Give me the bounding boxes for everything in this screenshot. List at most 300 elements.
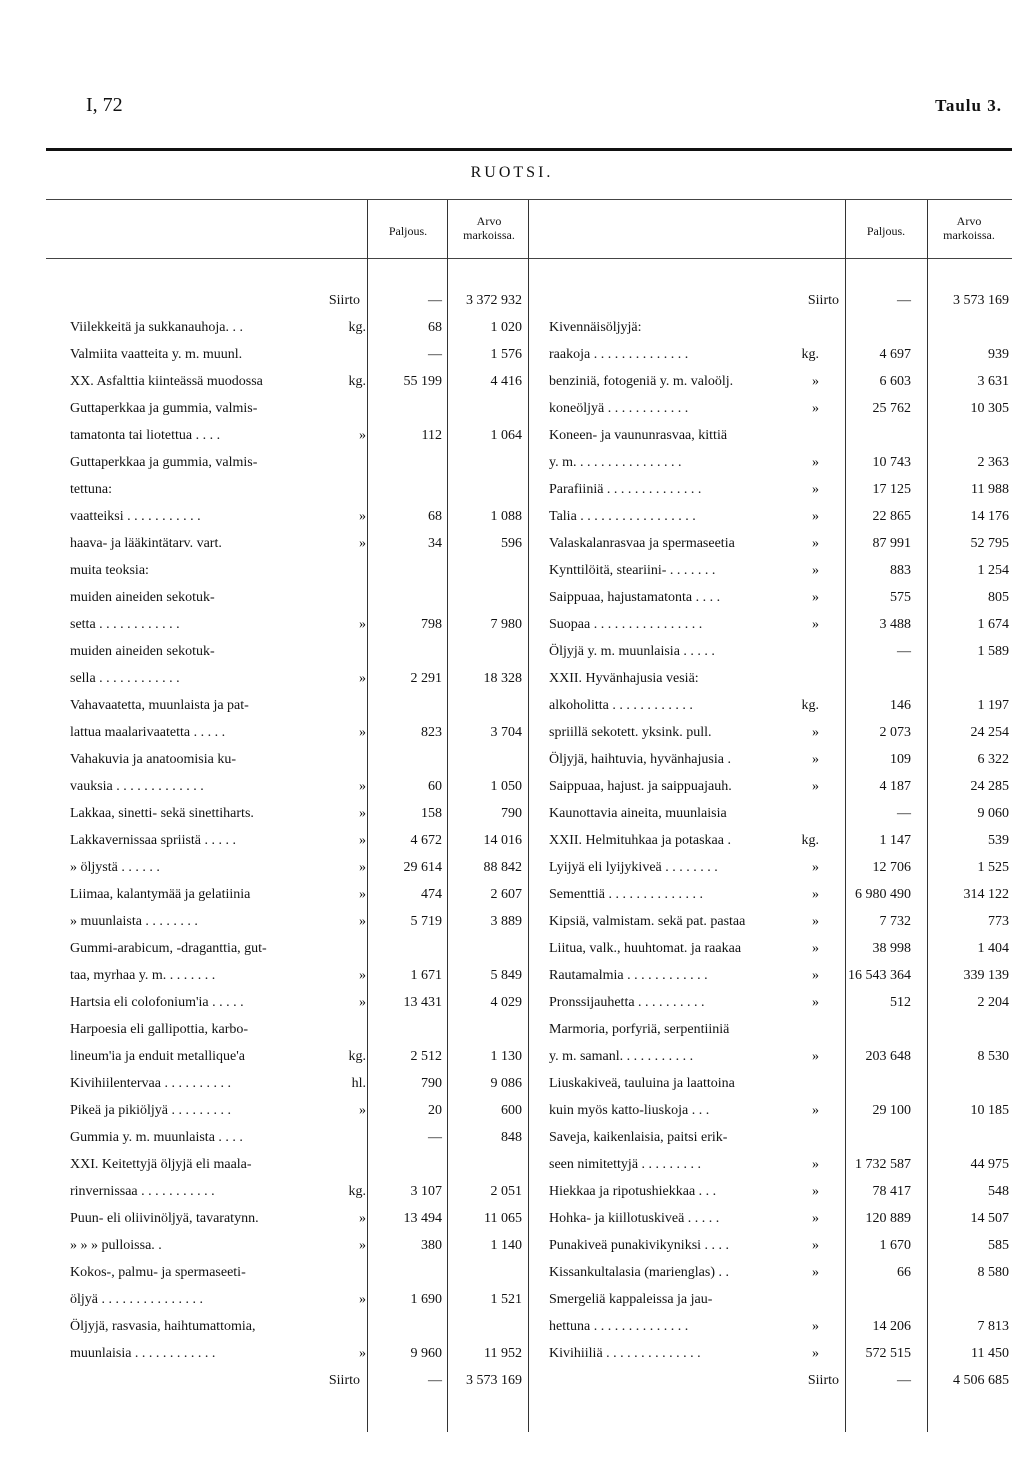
row-label: Kipsiä, valmistam. sekä pat. pastaa [549, 914, 746, 929]
row-value: 9 060 [977, 806, 1009, 821]
row-unit: kg. [348, 374, 366, 389]
row-label: Guttaperkkaa ja gummia, valmis- [70, 401, 258, 416]
right-table-row [549, 584, 1011, 611]
left-table-row [70, 719, 522, 746]
left-table-row [70, 1070, 522, 1097]
row-unit: » [359, 1238, 366, 1253]
right-table-row [549, 692, 1011, 719]
row-value: 3 889 [490, 914, 522, 929]
left-table-row [70, 1313, 522, 1340]
country-title: RUOTSI. [470, 164, 554, 181]
row-value: 3 573 169 [466, 1373, 522, 1388]
right-table-row [549, 989, 1011, 1016]
row-label: Marmoria, porfyriä, serpentiiniä [549, 1022, 730, 1037]
row-unit: » [359, 671, 366, 686]
left-table-row [70, 584, 522, 611]
row-unit: » [812, 509, 819, 524]
row-label: Öljyjä, haihtuvia, hyvänhajusia . [549, 752, 731, 767]
row-label: Liitua, valk., huuhtomat. ja raakaa [549, 941, 742, 956]
row-label: XXII. Helmituhkaa ja potaskaa . [549, 833, 731, 848]
row-label: » öljystä . . . . . . [70, 860, 160, 875]
row-value: 4 416 [490, 374, 522, 389]
left-table-row [70, 557, 522, 584]
row-value: 2 607 [490, 887, 522, 902]
row-quantity: 474 [421, 887, 442, 902]
left-table-row [70, 989, 522, 1016]
right-table-row [549, 1124, 1011, 1151]
row-quantity: 29 100 [872, 1103, 911, 1118]
row-quantity: 146 [890, 698, 911, 713]
row-label: taa, myrhaa y. m. . . . . . . . [70, 968, 216, 983]
row-quantity: 203 648 [865, 1049, 911, 1064]
row-label: y. m. . . . . . . . . . . . . . . . [549, 455, 682, 470]
page-header [86, 94, 1002, 124]
row-unit: hl. [351, 1076, 366, 1091]
top-rule [46, 148, 1012, 151]
row-unit: » [812, 860, 819, 875]
row-unit: » [812, 752, 819, 767]
left-table-row [70, 827, 522, 854]
row-unit: kg. [348, 320, 366, 335]
right-table-row [549, 908, 1011, 935]
row-label: Gummi-arabicum, -draganttia, gut- [70, 941, 267, 956]
row-quantity: 6 603 [879, 374, 911, 389]
row-quantity: 1 670 [879, 1238, 911, 1253]
left-table-row [70, 314, 522, 341]
row-label: muiden aineiden sekotuk- [70, 644, 215, 659]
row-value: 1 064 [490, 428, 522, 443]
row-label: Harpoesia eli gallipottia, karbo- [70, 1022, 249, 1037]
row-label: öljyä . . . . . . . . . . . . . . . [70, 1292, 203, 1307]
row-unit: » [812, 455, 819, 470]
row-quantity: 4 697 [879, 347, 911, 362]
row-value: 3 631 [977, 374, 1009, 389]
left-quantity-header: Paljous. [388, 224, 428, 238]
left-table-row [70, 611, 522, 638]
row-unit: » [359, 995, 366, 1010]
row-label: sella . . . . . . . . . . . . [70, 671, 180, 686]
row-quantity: — [897, 293, 911, 308]
row-label: Kissankultalasia (marienglas) . . [549, 1265, 730, 1280]
right-table-row [549, 530, 1011, 557]
row-unit: » [359, 509, 366, 524]
row-value: 2 363 [977, 455, 1009, 470]
row-label: Kivennäisöljyjä: [549, 320, 642, 335]
row-label: Valmiita vaatteita y. m. muunl. [70, 347, 243, 362]
row-quantity: 25 762 [872, 401, 911, 416]
right-table-row [549, 1259, 1011, 1286]
left-table-row [70, 530, 522, 557]
row-label: muunlaisia . . . . . . . . . . . . [70, 1346, 216, 1361]
row-label: lattua maalarivaatetta . . . . . [70, 725, 226, 740]
row-quantity: — [897, 644, 911, 659]
left-table-row [70, 1043, 522, 1070]
row-label: lineum'ia ja enduit metallique'a [70, 1049, 245, 1064]
row-value: 1 130 [490, 1049, 522, 1064]
right-carry-out-row [549, 1367, 1011, 1394]
row-label: Hiekkaa ja ripotushiekkaa . . . [549, 1184, 717, 1199]
row-quantity: 7 732 [879, 914, 911, 929]
row-value: 8 530 [977, 1049, 1009, 1064]
left-table-row [70, 1286, 522, 1313]
row-quantity: 120 889 [865, 1211, 911, 1226]
left-table-row [70, 476, 522, 503]
row-unit: » [359, 725, 366, 740]
row-label: Pikeä ja pikiöljyä . . . . . . . . . [70, 1103, 231, 1118]
row-label: spriillä sekotett. yksink. pull. [549, 725, 712, 740]
row-quantity: 109 [890, 752, 911, 767]
row-label: Siirto [807, 1373, 839, 1388]
row-unit: kg. [348, 1049, 366, 1064]
right-table-row [549, 638, 1011, 665]
right-value-header-line2: markoissa. [943, 228, 995, 242]
right-carry-in-row [549, 287, 1011, 314]
row-label: Pronssijauhetta . . . . . . . . . . [549, 995, 705, 1010]
right-table-row [549, 341, 1011, 368]
row-unit: » [812, 1265, 819, 1280]
row-quantity: 112 [421, 428, 442, 443]
left-table-row [70, 422, 522, 449]
row-quantity: — [428, 293, 442, 308]
row-label: Öljyjä y. m. muunlaisia . . . . . [549, 644, 715, 659]
row-unit: » [812, 1238, 819, 1253]
page-number: I, 72 [86, 94, 123, 116]
row-label: Smergeliä kappaleissa ja jau- [549, 1292, 713, 1307]
left-table-row [70, 1124, 522, 1151]
row-unit: » [359, 833, 366, 848]
row-label: Parafiiniä . . . . . . . . . . . . . . [549, 482, 702, 497]
row-unit: » [812, 1319, 819, 1334]
row-label: Öljyjä, rasvasia, haihtumattomia, [70, 1319, 256, 1334]
row-value: 6 322 [977, 752, 1009, 767]
row-value: 314 122 [963, 887, 1009, 902]
row-unit: » [359, 806, 366, 821]
left-table-row [70, 449, 522, 476]
row-value: 9 086 [490, 1076, 522, 1091]
row-quantity: 12 706 [872, 860, 911, 875]
row-unit: kg. [348, 1184, 366, 1199]
row-label: Talia . . . . . . . . . . . . . . . . . [549, 509, 696, 524]
row-quantity: 2 073 [879, 725, 911, 740]
left-table-row [70, 1340, 522, 1367]
right-value-header [928, 214, 1010, 242]
left-table-row [70, 800, 522, 827]
row-label: muita teoksia: [70, 563, 149, 578]
row-label: haava- ja lääkintätarv. vart. [70, 536, 222, 551]
row-label: alkoholitta . . . . . . . . . . . . [549, 698, 693, 713]
row-unit: » [359, 536, 366, 551]
row-value: 1 020 [490, 320, 522, 335]
row-unit: » [812, 536, 819, 551]
row-label: Koneen- ja vaununrasvaa, kittiä [549, 428, 728, 443]
row-unit: » [359, 1103, 366, 1118]
right-table-row [549, 395, 1011, 422]
row-quantity: 883 [890, 563, 911, 578]
row-unit: » [812, 968, 819, 983]
row-quantity: — [897, 1373, 911, 1388]
left-table-row [70, 746, 522, 773]
row-label: Viilekkeitä ja sukkanauhoja. . . [70, 320, 243, 335]
left-carry-in-row [70, 287, 522, 314]
row-label: hettuna . . . . . . . . . . . . . . [549, 1319, 689, 1334]
row-label: XX. Asfalttia kiinteässä muodossa [70, 374, 263, 389]
row-value: 539 [988, 833, 1009, 848]
row-label: Siirto [807, 293, 839, 308]
row-label: muiden aineiden sekotuk- [70, 590, 215, 605]
left-table-row [70, 638, 522, 665]
row-value: 548 [988, 1184, 1009, 1199]
left-table-row [70, 1178, 522, 1205]
row-label: XXII. Hyvänhajusia vesiä: [549, 671, 699, 686]
row-unit: » [812, 1157, 819, 1172]
right-table-row [549, 449, 1011, 476]
right-table-row [549, 935, 1011, 962]
right-table-row [549, 314, 1011, 341]
row-quantity: 380 [421, 1238, 442, 1253]
right-table-row [549, 1070, 1011, 1097]
row-quantity: 6 980 490 [855, 887, 911, 902]
header-top-rule [46, 199, 1012, 200]
row-label: Kivihiilentervaa . . . . . . . . . . [70, 1076, 231, 1091]
row-label: Punakiveä punakivikyniksi . . . . [549, 1238, 730, 1253]
row-value: 805 [988, 590, 1009, 605]
row-label: seen nimitettyjä . . . . . . . . . [549, 1157, 702, 1172]
row-value: 11 450 [971, 1346, 1009, 1361]
right-table-row [549, 800, 1011, 827]
right-table-row [549, 1178, 1011, 1205]
row-unit: » [359, 779, 366, 794]
row-label: Rautamalmia . . . . . . . . . . . . [549, 968, 708, 983]
row-label: vaatteiksi . . . . . . . . . . . [70, 509, 201, 524]
row-unit: » [359, 428, 366, 443]
row-value: 10 305 [970, 401, 1009, 416]
row-value: 5 849 [490, 968, 522, 983]
row-value: 14 176 [970, 509, 1009, 524]
row-value: 4 506 685 [953, 1373, 1009, 1388]
right-table-row [549, 503, 1011, 530]
right-table-row [549, 962, 1011, 989]
right-table-row [549, 611, 1011, 638]
row-value: 3 704 [490, 725, 522, 740]
row-quantity: — [428, 1130, 442, 1145]
row-unit: » [812, 1211, 819, 1226]
right-table-row [549, 476, 1011, 503]
row-unit: » [812, 617, 819, 632]
row-unit: » [359, 914, 366, 929]
row-value: 24 285 [970, 779, 1009, 794]
right-table-row [549, 854, 1011, 881]
left-table-row [70, 692, 522, 719]
row-value: 1 521 [490, 1292, 522, 1307]
row-unit: » [812, 914, 819, 929]
row-unit: » [812, 725, 819, 740]
row-label: Lyijyä eli lyijykiveä . . . . . . . . [549, 860, 718, 875]
row-value: 4 029 [490, 995, 522, 1010]
row-unit: » [359, 1211, 366, 1226]
row-quantity: 572 515 [865, 1346, 911, 1361]
row-quantity: 1 690 [410, 1292, 442, 1307]
row-value: 14 016 [483, 833, 522, 848]
row-value: 11 952 [484, 1346, 522, 1361]
row-value: 2 204 [977, 995, 1009, 1010]
row-value: 596 [501, 536, 522, 551]
row-value: 1 088 [490, 509, 522, 524]
row-unit: » [812, 1184, 819, 1199]
right-table-row [549, 773, 1011, 800]
left-table-row [70, 962, 522, 989]
row-label: koneöljyä . . . . . . . . . . . . [549, 401, 689, 416]
row-label: y. m. samanl. . . . . . . . . . . [549, 1049, 694, 1064]
row-quantity: 1 671 [410, 968, 442, 983]
row-value: 14 507 [970, 1211, 1009, 1226]
row-label: rinvernissaa . . . . . . . . . . . [70, 1184, 215, 1199]
row-label: Siirto [328, 1373, 360, 1388]
row-label: Gummia y. m. muunlaista . . . . [70, 1130, 243, 1145]
row-quantity: 68 [428, 320, 442, 335]
row-value: 1 404 [977, 941, 1009, 956]
row-quantity: 158 [421, 806, 442, 821]
row-value: 3 372 932 [466, 293, 522, 308]
right-table-row [549, 1016, 1011, 1043]
row-quantity: 512 [890, 995, 911, 1010]
row-unit: » [812, 887, 819, 902]
row-quantity: 20 [428, 1103, 442, 1118]
right-table-row [549, 719, 1011, 746]
row-quantity: 9 960 [410, 1346, 442, 1361]
row-quantity: 1 732 587 [855, 1157, 911, 1172]
row-label: Lakkaa, sinetti- sekä sinettiharts. [70, 806, 254, 821]
row-quantity: 14 206 [872, 1319, 911, 1334]
row-unit: » [812, 401, 819, 416]
row-quantity: 1 147 [879, 833, 911, 848]
row-quantity: 66 [897, 1265, 911, 1280]
row-value: 7 813 [977, 1319, 1009, 1334]
row-quantity: 10 743 [872, 455, 911, 470]
row-quantity: 87 991 [872, 536, 911, 551]
row-value: 10 185 [970, 1103, 1009, 1118]
row-label: » » » pulloissa. . [70, 1238, 162, 1253]
center-rule [528, 200, 529, 1432]
left-table-row [70, 665, 522, 692]
row-value: 7 980 [490, 617, 522, 632]
row-quantity: 34 [428, 536, 442, 551]
right-table-row [549, 1286, 1011, 1313]
right-table-row [549, 557, 1011, 584]
row-unit: » [812, 374, 819, 389]
row-quantity: 2 291 [410, 671, 442, 686]
row-value: 939 [988, 347, 1009, 362]
row-value: 1 589 [977, 644, 1009, 659]
row-quantity: 17 125 [872, 482, 911, 497]
row-label: Siirto [328, 293, 360, 308]
row-label: Guttaperkkaa ja gummia, valmis- [70, 455, 258, 470]
row-quantity: 3 107 [410, 1184, 442, 1199]
left-table-row [70, 1097, 522, 1124]
right-table-row [549, 1043, 1011, 1070]
row-value: 1 050 [490, 779, 522, 794]
row-value: 1 576 [490, 347, 522, 362]
row-quantity: 3 488 [879, 617, 911, 632]
row-quantity: — [428, 347, 442, 362]
right-table-row [549, 746, 1011, 773]
row-label: Saveja, kaikenlaisia, paitsi erik- [549, 1130, 728, 1145]
row-value: 24 254 [970, 725, 1009, 740]
row-value: 3 573 169 [953, 293, 1009, 308]
row-label: Saippuaa, hajustamatonta . . . . [549, 590, 721, 605]
row-label: tamatonta tai liotettua . . . . [70, 428, 221, 443]
row-value: 8 580 [977, 1265, 1009, 1280]
row-quantity: 13 494 [403, 1211, 442, 1226]
right-value-header-line1: Arvo [956, 214, 982, 228]
row-unit: » [359, 860, 366, 875]
left-table-row [70, 773, 522, 800]
row-label: XXI. Keitettyjä öljyjä eli maala- [70, 1157, 252, 1172]
row-label: Kokos-, palmu- ja spermaseeti- [70, 1265, 246, 1280]
row-unit: kg. [801, 698, 819, 713]
left-table-row [70, 908, 522, 935]
row-label: Kivihiiliä . . . . . . . . . . . . . . [549, 1346, 701, 1361]
row-quantity: 823 [421, 725, 442, 740]
row-value: 773 [988, 914, 1009, 929]
row-value: 11 065 [484, 1211, 522, 1226]
right-table-row [549, 1232, 1011, 1259]
left-table-row [70, 1151, 522, 1178]
row-label: Hohka- ja kiillotuskiveä . . . . . [549, 1211, 720, 1226]
left-table-row [70, 1205, 522, 1232]
row-unit: » [359, 1292, 366, 1307]
row-unit: » [812, 1346, 819, 1361]
row-quantity: — [428, 1373, 442, 1388]
row-value: 790 [501, 806, 522, 821]
row-label: Vahakuvia ja anatoomisia ku- [70, 752, 237, 767]
left-table-row [70, 368, 522, 395]
row-label: Liuskakiveä, tauluina ja laattoina [549, 1076, 735, 1091]
left-table-row [70, 503, 522, 530]
row-value: 1 525 [977, 860, 1009, 875]
row-value: 88 842 [483, 860, 522, 875]
row-value: 1 674 [977, 617, 1009, 632]
row-label: benziniä, fotogeniä y. m. valoölj. [549, 374, 734, 389]
left-table-row [70, 881, 522, 908]
row-quantity: 60 [428, 779, 442, 794]
row-label: tettuna: [70, 482, 112, 497]
row-value: 1 197 [977, 698, 1009, 713]
row-label: vauksia . . . . . . . . . . . . . [70, 779, 204, 794]
right-table-row [549, 665, 1011, 692]
right-quantity-header: Paljous. [866, 224, 906, 238]
row-label: Saippuaa, hajust. ja saippuajauh. [549, 779, 732, 794]
row-unit: » [812, 941, 819, 956]
row-value: 18 328 [483, 671, 522, 686]
row-unit: » [812, 1103, 819, 1118]
row-quantity: — [897, 806, 911, 821]
row-label: Kynttilöitä, steariini- . . . . . . . [549, 563, 716, 578]
row-quantity: 16 543 364 [848, 968, 911, 983]
left-carry-out-row [70, 1367, 522, 1394]
right-table-row [549, 827, 1011, 854]
row-quantity: 2 512 [410, 1049, 442, 1064]
row-value: 1 140 [490, 1238, 522, 1253]
right-table-row [549, 1205, 1011, 1232]
row-value: 600 [501, 1103, 522, 1118]
row-value: 585 [988, 1238, 1009, 1253]
row-label: Sementtiä . . . . . . . . . . . . . . [549, 887, 703, 902]
row-unit: » [359, 617, 366, 632]
left-table-row [70, 341, 522, 368]
row-unit: » [812, 1049, 819, 1064]
row-quantity: 575 [890, 590, 911, 605]
row-value: 339 139 [963, 968, 1009, 983]
